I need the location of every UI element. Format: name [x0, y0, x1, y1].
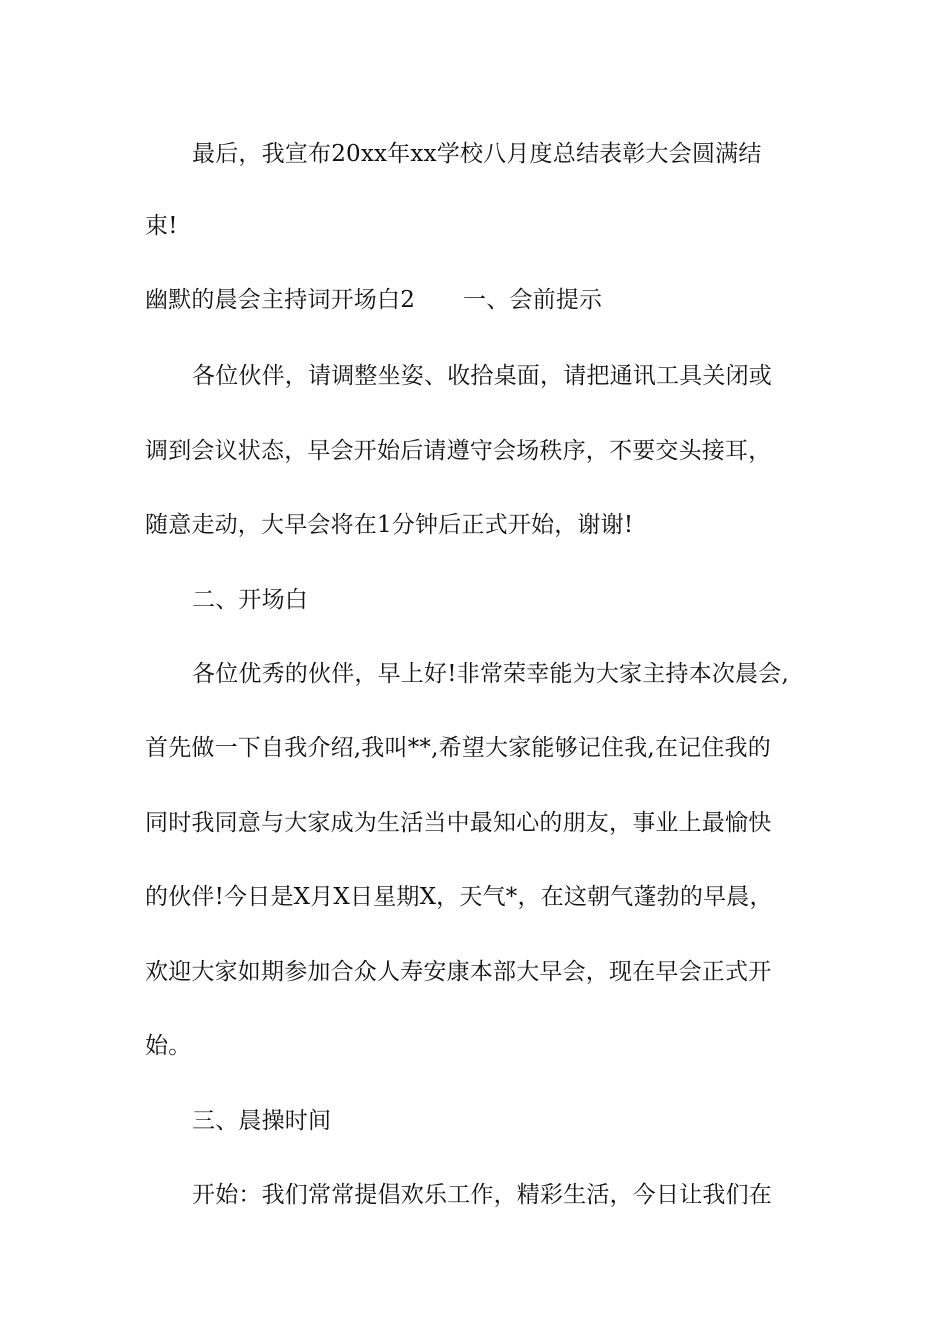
paragraph-line: 欢迎大家如期参加合众人寿安康本部大早会，现在早会正式开: [145, 959, 772, 985]
paragraph-line: 随意走动，大早会将在1分钟后正式开始，谢谢!: [145, 512, 634, 538]
paragraph-line: 开始：我们常常提倡欢乐工作，精彩生活，今日让我们在: [192, 1182, 772, 1208]
paragraph-line: 同时我同意与大家成为生活当中最知心的朋友，事业上最愉快: [145, 810, 772, 836]
document-title: 幽默的晨会主持词开场白2: [145, 287, 416, 313]
section-heading: 一、会前提示: [463, 287, 603, 313]
paragraph-line: 的伙伴!今日是X月X日星期X，天气*，在这朝气蓬勃的早晨，: [145, 884, 773, 910]
section-heading: 二、开场白: [192, 587, 308, 613]
paragraph-line: 始。: [145, 1033, 192, 1059]
paragraph-line: 最后，我宣布20xx年xx学校八月度总结表彰大会圆满结: [192, 141, 762, 167]
section-heading-line: [145, 285, 602, 315]
section-heading: 三、晨操时间: [192, 1108, 332, 1134]
paragraph-line: 各位优秀的伙伴，早上好!非常荣幸能为大家主持本次晨会,: [192, 661, 789, 687]
paragraph-line: 调到会议状态，早会开始后请遵守会场秩序，不要交头接耳，: [145, 438, 772, 464]
paragraph-line: 各位伙伴，请调整坐姿、收拾桌面，请把通讯工具关闭或: [192, 363, 772, 389]
paragraph-line: 束!: [145, 213, 178, 239]
paragraph-line: 首先做一下自我介绍,我叫**,希望大家能够记住我,在记住我的: [145, 735, 771, 761]
